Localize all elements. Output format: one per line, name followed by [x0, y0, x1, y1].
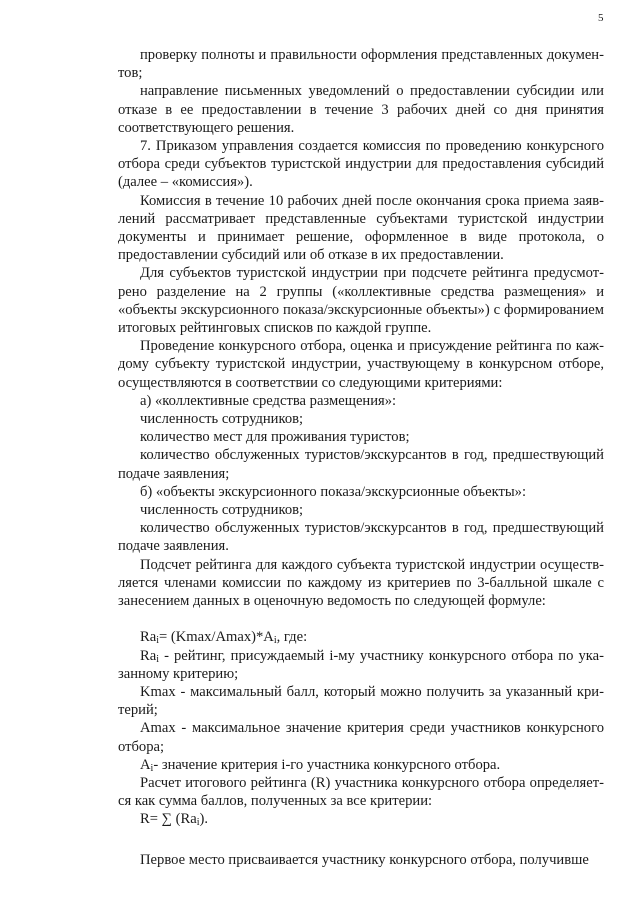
criterion-item: количество мест для проживания туристов;	[140, 429, 410, 446]
formula-total	[118, 810, 604, 828]
criterion-item: количество обслуженных туристов/экскурсантов в год, предшествующий подаче заявления.	[118, 520, 604, 555]
formula-rating	[118, 628, 604, 646]
document-body	[118, 46, 604, 869]
definition-ra	[118, 647, 604, 683]
definition-kmax: Kmax - максимальный балл, который можно получить за указанный критерий;	[118, 683, 604, 719]
paragraph: Комиссия в течение 10 рабочих дней после окончания срока приема заявлений рассматривает представленные субъектами туристской индустрии документы и принимает решение, оформленное в виде протокола, о предоставлении субсидий или об отказе в их предоставлении.	[118, 192, 604, 264]
formula-body: = (Kmax/Amax)*A	[159, 629, 274, 646]
paragraph: Для субъектов туристской индустрии при подсчете рейтинга предусмотрено разделение на 2 группы («коллективные средства размещения» и «объекты экскурсионного показа/экскурсионные объекты») с формированием итоговых рейтинговых списков по каждой группе.	[118, 265, 604, 337]
formula-sum-end: ).	[199, 811, 209, 828]
paragraph: проверку полноты и правильности оформления представленных документов;	[118, 47, 604, 82]
paragraph: Проведение конкурсного отбора, оценка и присуждение рейтинга по каждому субъекту туристской индустрии, участвующему в конкурсном отборе, осуществляются в соответствии со следующими критериями:	[118, 338, 604, 391]
formula-subscript-i: i	[156, 653, 159, 665]
paragraph: Расчет итогового рейтинга (R) участника конкурсного отбора определяется как сумма баллов, полученных за все критерии:	[118, 774, 604, 810]
definition-amax: Amax - максимальное значение критерия среди участников конкурсного отбора;	[118, 720, 604, 755]
definition-text: - рейтинг, присуждаемый i-му участнику конкурсного отбора по указанному критерию;	[118, 647, 604, 682]
paragraph-section-7: 7. Приказом управления создается комиссия по проведению конкурсного отбора среди субъектов туристской индустрии для предоставления субсидий (далее – «комиссия»).	[118, 138, 604, 191]
formula-tail: , где:	[276, 629, 308, 646]
criteria-group-a: а) «коллективные средства размещения»:	[140, 392, 397, 409]
definition-ai	[118, 756, 604, 774]
formula-subscript-i: i	[273, 635, 277, 647]
formula-subscript-i: i	[196, 817, 200, 829]
formula-a: A	[140, 756, 151, 773]
formula-ra: Ra	[140, 647, 157, 664]
paragraph-cut: Первое место присваивается участнику конкурсного отбора, получивше	[140, 851, 589, 868]
definition-text: - значение критерия i-го участника конкурсного отбора.	[153, 756, 501, 773]
formula-ra: Ra	[140, 629, 157, 646]
criterion-item: численность сотрудников;	[140, 502, 304, 519]
criterion-item: численность сотрудников;	[140, 411, 304, 428]
blank-line	[118, 610, 604, 628]
formula-subscript-i: i	[156, 635, 159, 647]
criterion-item: количество обслуженных туристов/экскурсантов в год, предшествующий подаче заявления;	[118, 447, 604, 482]
criteria-group-b: б) «объекты экскурсионного показа/экскурсионные объекты»:	[140, 483, 526, 500]
paragraph: направление письменных уведомлений о предоставлении субсидии или отказе в ее предоставлении в течение 3 рабочих дней со дня принятия соответствующего решения.	[118, 83, 604, 136]
formula-subscript-i: i	[150, 762, 154, 774]
paragraph: Подсчет рейтинга для каждого субъекта туристской индустрии осуществляется членами комиссии по каждому из критериев по 3-балльной шкале с занесением данных в оценочную ведомость по следующей формуле:	[118, 556, 604, 610]
blank-line	[118, 829, 604, 851]
page-number: 5	[598, 12, 604, 24]
formula-sum: R= ∑ (Ra	[140, 811, 197, 828]
